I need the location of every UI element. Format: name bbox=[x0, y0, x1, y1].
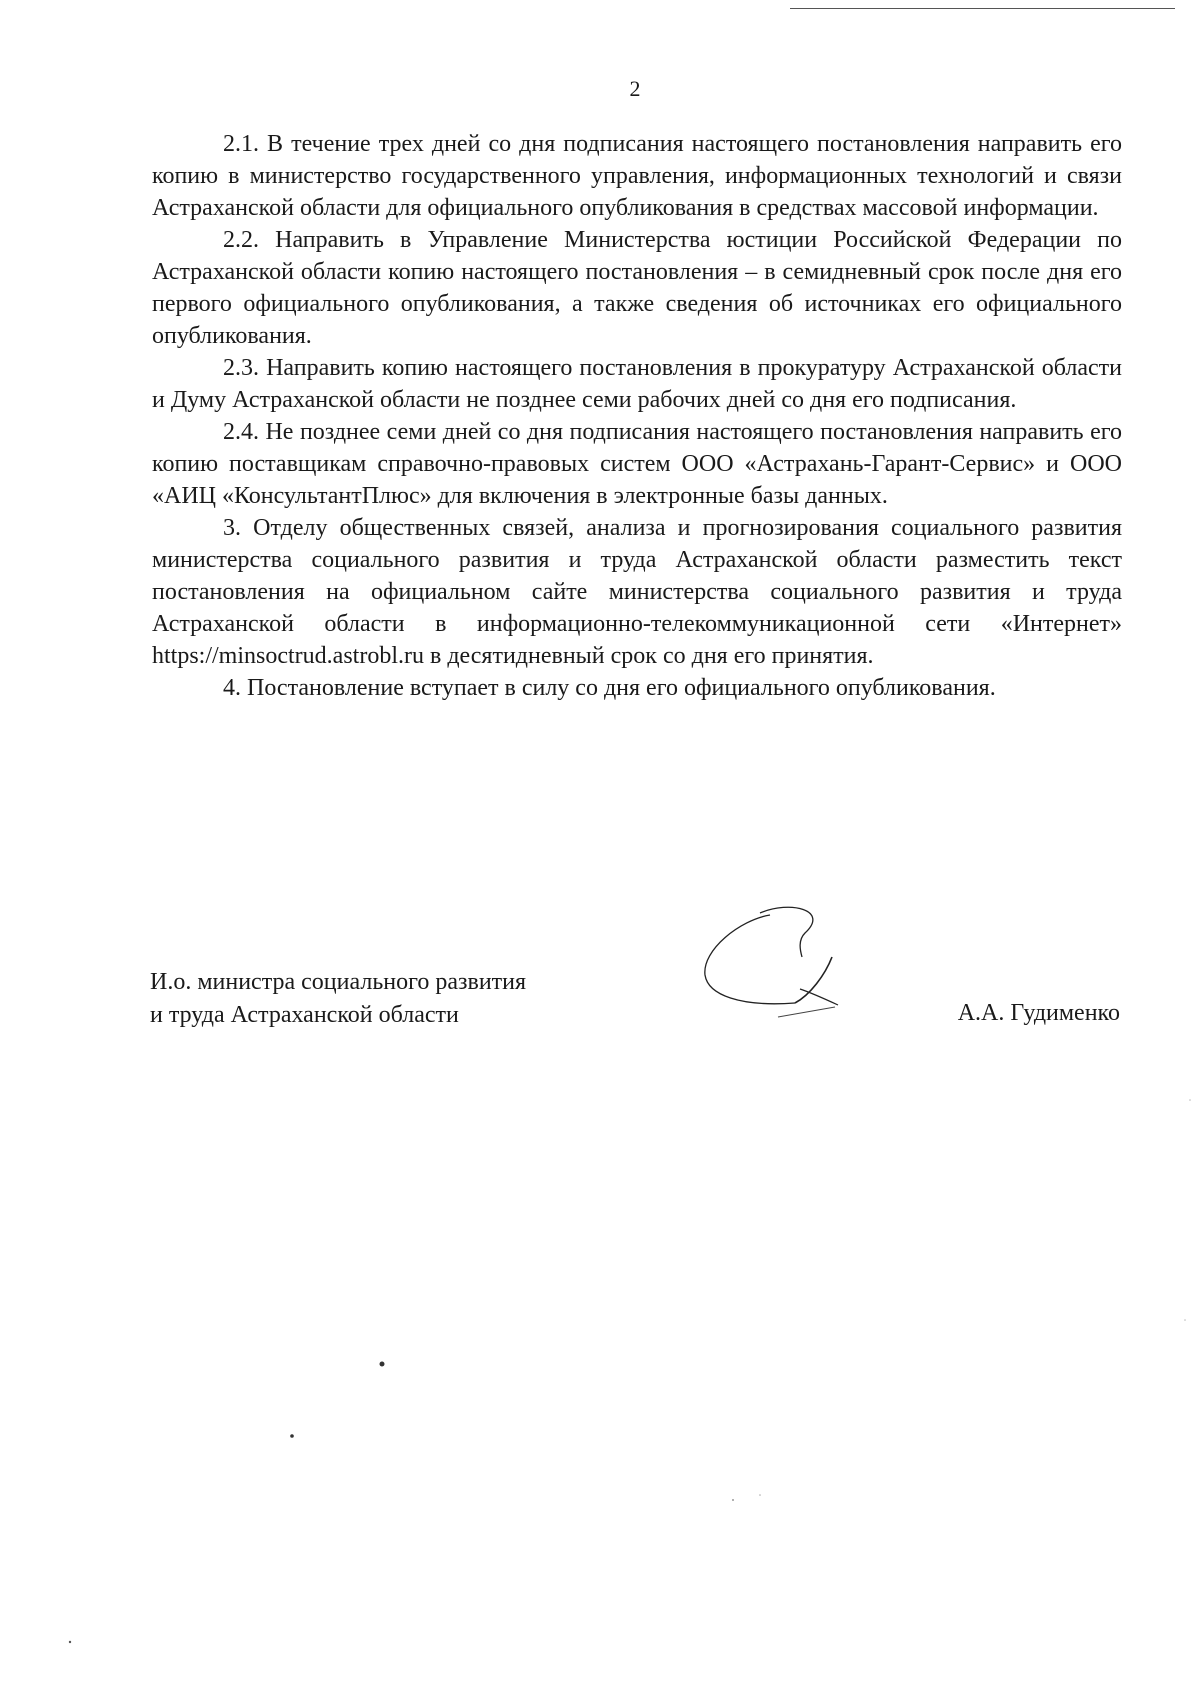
signatory-position bbox=[150, 966, 526, 1032]
handwritten-signature-icon bbox=[700, 895, 860, 1025]
document-body bbox=[152, 128, 1122, 704]
signatory-position-line-2: и труда Астраханской области bbox=[150, 1002, 459, 1028]
paragraph-2-2: 2.2. Направить в Управление Министерства юстиции Российской Федерации по Астраханской области копию настоящего постановления – в семидневный срок после дня его первого официального опубликования, а также сведения об источниках его официального опубликования. bbox=[152, 227, 1122, 349]
paragraph-3: 3. Отделу общественных связей, анализа и прогнозирования социального развития министерства социального развития и труда Астраханской области разместить текст постановления на официальном сайте министерства социального развития и труда Астраханской области в информационно-телекоммуникационной сети «Интернет» https://minsoctrud.astrobl.ru в десятидневный срок со дня его принятия. bbox=[152, 515, 1122, 669]
paragraph-2-4: 2.4. Не позднее семи дней со дня подписания настоящего постановления направить его копию поставщикам справочно-правовых систем ООО «Астрахань-Гарант-Сервис» и ООО «АИЦ «КонсультантПлюс» для включения в электронные базы данных. bbox=[152, 419, 1122, 509]
top-scan-rule bbox=[790, 8, 1175, 9]
signatory-position-line-1: И.о. министра социального развития bbox=[150, 969, 527, 995]
paragraph-2-1: 2.1. В течение трех дней со дня подписания настоящего постановления направить его копию в министерство государственного управления, информационных технологий и связи Астраханской области для официального опубликования в средствах массовой информации. bbox=[152, 131, 1122, 221]
page-number: 2 bbox=[629, 76, 641, 101]
paragraph-2-3: 2.3. Направить копию настоящего постановления в прокуратуру Астраханской области и Думу Астраханской области не позднее семи рабочих дней со дня его подписания. bbox=[152, 355, 1122, 413]
paragraph-4: 4. Постановление вступает в силу со дня его официального опубликования. bbox=[223, 675, 996, 701]
signatory-name: А.А. Гудименко bbox=[957, 1000, 1120, 1026]
